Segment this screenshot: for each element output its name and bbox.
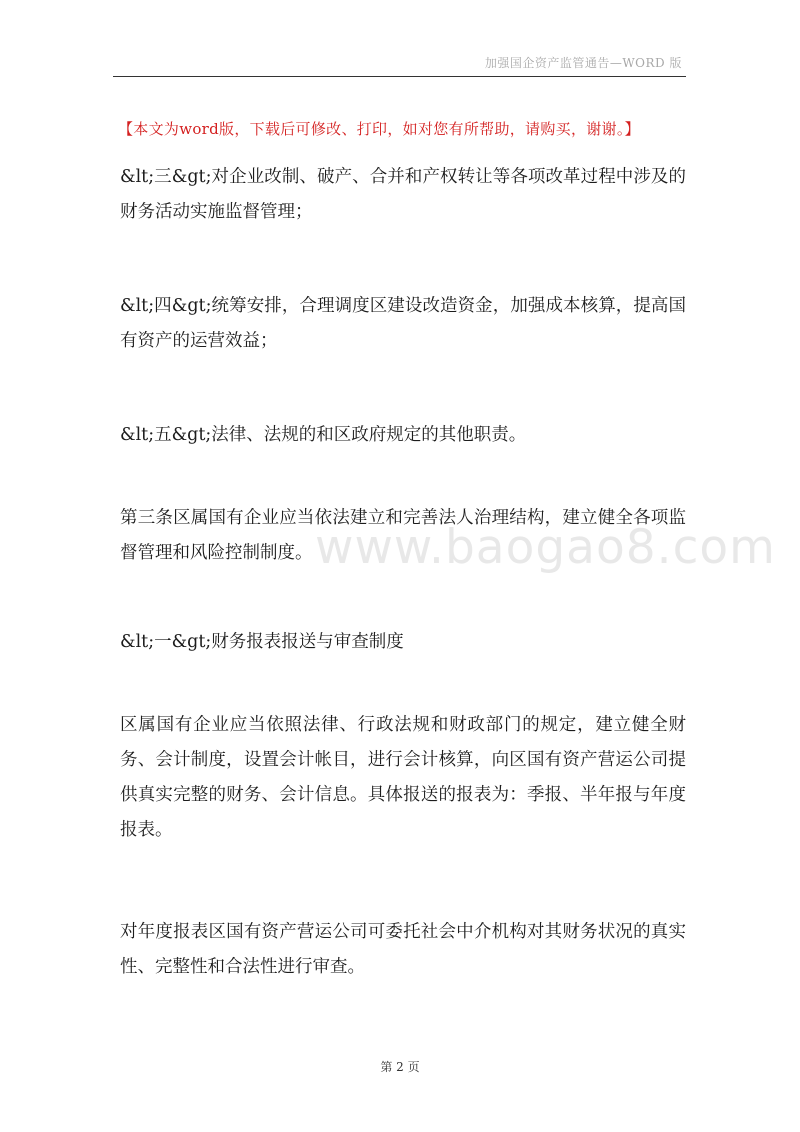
header-divider [113,76,686,77]
section-heading-financial-reports: &lt;一&gt;财务报表报送与审查制度 [120,632,404,652]
paragraph-item-five: &lt;五&gt;法律、法规的和区政府规定的其他职责。 [120,425,527,445]
paragraph-reporting-rules: 区属国有企业应当依照法律、行政法规和财政部门的规定，建立健全财务、会计制度，设置会计帐目，进行会计核算，向区国有资产营运公司提供真实完整的财务、会计信息。具体报送的报表为：季报、半年报与年度报表。 [120,715,686,840]
paragraph-item-four: &lt;四&gt;统筹安排，合理调度区建设改造资金，加强成本核算，提高国有资产的运营效益； [120,296,686,351]
watermark-text: www.baogao8.com [315,520,776,575]
page-number: 第 2 页 [380,1060,420,1074]
paragraph-item-three: &lt;三&gt;对企业改制、破产、合并和产权转让等各项改革过程中涉及的财务活动实施监督管理； [120,167,686,222]
running-header-title: 加强国企资产监管通告—WORD 版 [484,56,682,70]
purchase-notice: 【本文为word版，下载后可修改、打印，如对您有所帮助，请购买，谢谢。】 [118,120,640,138]
paragraph-annual-audit: 对年度报表区国有资产营运公司可委托社会中介机构对其财务状况的真实性、完整性和合法性进行审查。 [120,922,686,977]
paragraph-article-three: 第三条区属国有企业应当依法建立和完善法人治理结构，建立健全各项监督管理和风险控制制度。 [120,508,686,563]
